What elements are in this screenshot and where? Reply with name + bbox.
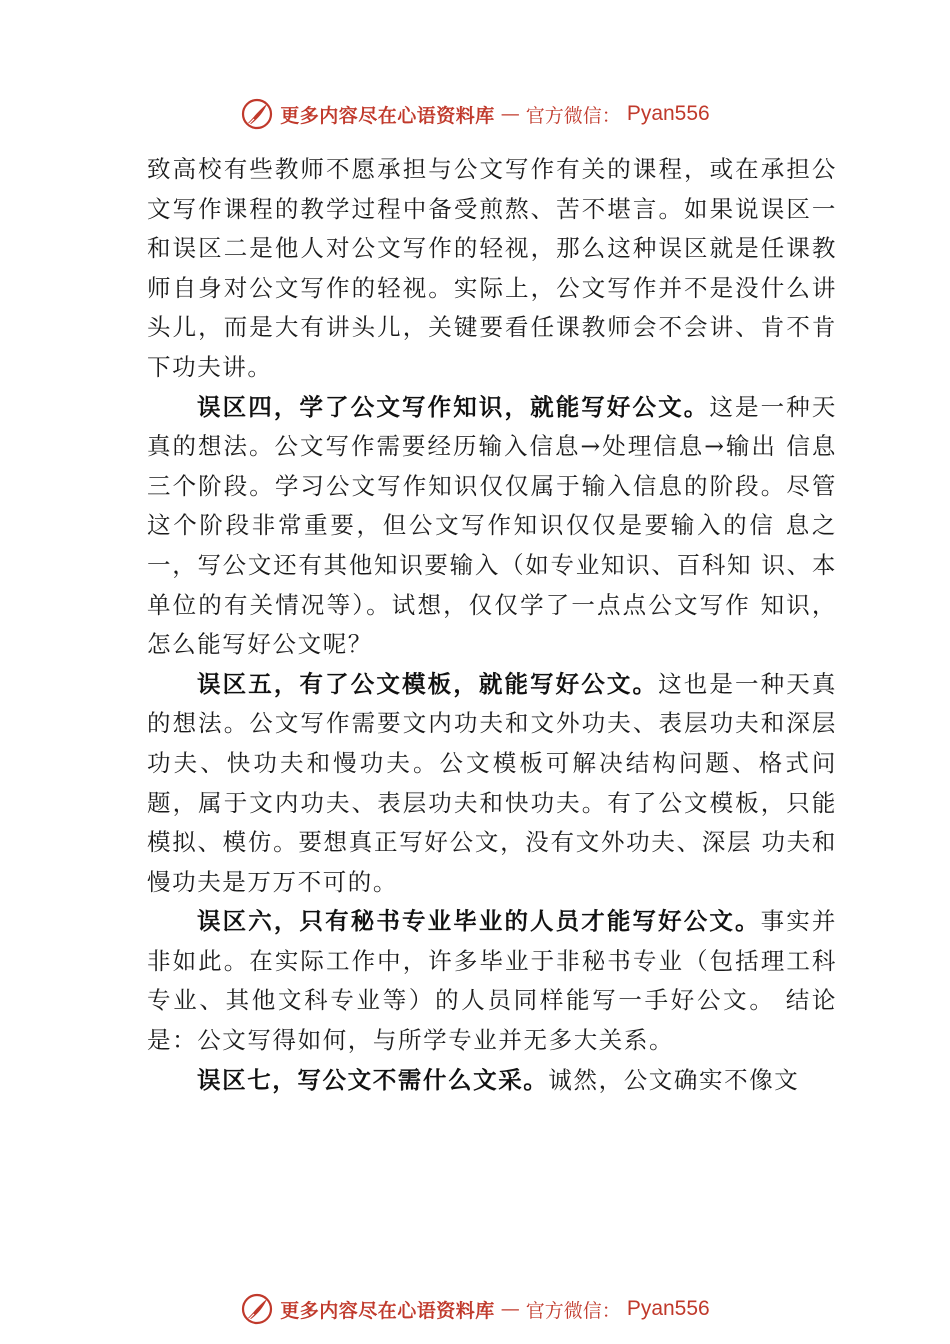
paragraph-4-text: 事实并非如此。在实际工作中，许多毕业于非秘书专业（包括理工科专业、其他文科专业等）的人员同样能写一手好公文。 结论是：公文写得如何，与所学专业并无多大关系。 — [147, 907, 837, 1055]
quill-pen-logo-icon — [240, 97, 274, 131]
banner-site-text: 更多内容尽在心语资料库 — [280, 104, 495, 127]
paragraph-2-heading: 误区四，学了公文写作知识，就能写好公文。 — [197, 392, 710, 421]
banner-separator: — — [500, 103, 520, 125]
paragraph-1: 致高校有些教师不愿承担与公文写作有关的课程，或在承担公文写作课程的教学过程中备受煎熬、苦不堪言。如果说误区一和误区二是他人对公文写作的轻视，那么这种误区就是任课教师自身对公文写作的轻视。实际上，公文写作并不是没什么讲头儿，而是大有讲头儿，关键要看任课教师会不会讲、肯不肯下功夫讲。 — [147, 155, 837, 381]
paragraph-5-heading: 误区七，写公文不需什么文采。 — [197, 1065, 549, 1094]
banner-label: 官方微信： — [525, 1299, 621, 1322]
paragraph-2 — [147, 388, 837, 665]
paragraph-4-heading: 误区六，只有秘书专业毕业的人员才能写好公文。 — [197, 907, 761, 936]
paragraph-3-heading: 误区五，有了公文模板，就能写好公文。 — [197, 669, 659, 698]
paragraph-2-text: 这是一种天真的想法。公文写作需要经历输入信息→处理信息→输出 信息三个阶段。学习公文写作知识仅仅属于输入信息的阶段。尽管这个阶段非常重要，但公文写作知识仅仅是要输入的信 息之一，写公文还有其他知识要输入（如专业知识、百科知 识、本单位的有关情况等）。试想，仅仅学了一点点公文写作 知识，怎么能写好公文呢？ — [147, 392, 838, 659]
footer-banner — [0, 1289, 950, 1329]
document-body — [147, 150, 837, 1100]
banner-site-text: 更多内容尽在心语资料库 — [280, 1299, 495, 1322]
paragraph-5 — [147, 1061, 837, 1101]
paragraph-3 — [147, 665, 837, 903]
banner-wechat-id: Pyan556 — [626, 1297, 710, 1320]
banner-separator: — — [500, 1298, 520, 1320]
paragraph-3-text: 这也是一种天真的想法。公文写作需要文内功夫和文外功夫、表层功夫和深层功夫、快功夫和慢功夫。公文模板可解决结构问题、格式问题，属于文内功夫、表层功夫和快功夫。有了公文模板，只能模拟、模仿。要想真正写好公文，没有文外功夫、深层 功夫和慢功夫是万万不可的。 — [147, 669, 837, 896]
banner-wechat-id: Pyan556 — [626, 102, 710, 125]
paragraph-5-text: 诚然，公文确实不像文 — [548, 1065, 800, 1094]
quill-pen-logo-icon — [240, 1292, 274, 1326]
banner-label: 官方微信： — [525, 104, 621, 127]
paragraph-4 — [147, 902, 837, 1060]
header-banner — [0, 94, 950, 134]
